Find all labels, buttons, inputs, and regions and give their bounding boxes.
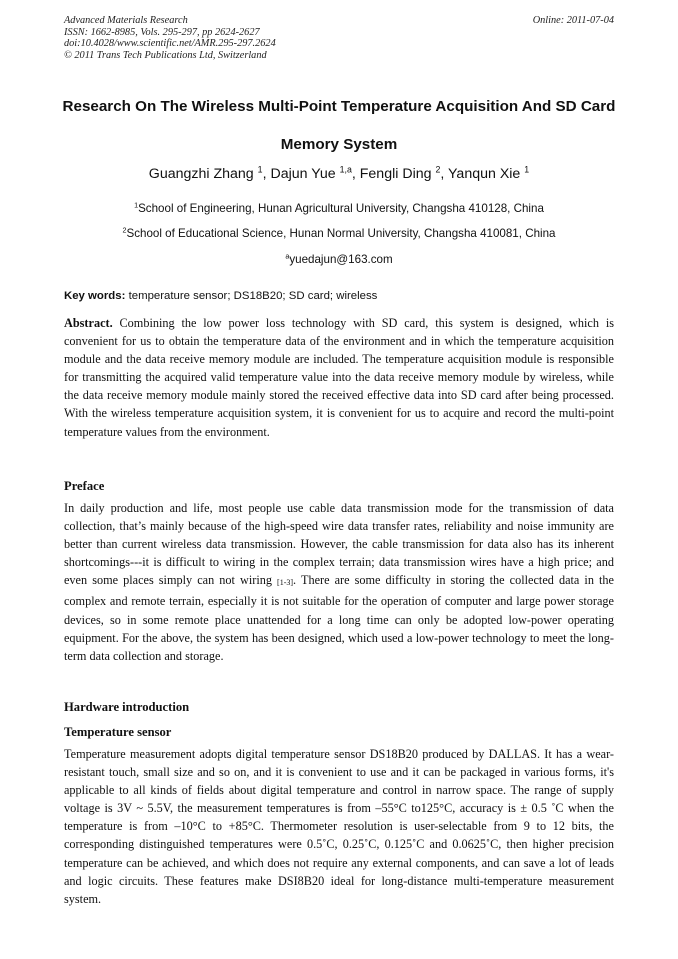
affiliation-1 [30,202,648,215]
keywords-label: Key words: [64,290,126,302]
author-affiliation-marker: 1 [524,164,530,175]
author-name: Dajun Yue [270,166,336,182]
email-marker: a [285,251,290,261]
author-list [40,166,638,182]
preface-heading: Preface [64,479,105,493]
author-name: Guangzhi Zhang [148,166,254,182]
author-affiliation-marker: 2 [435,164,441,175]
copyright-line: © 2011 Trans Tech Publications Ltd, Switzerland [64,49,267,61]
keywords [64,290,614,302]
affiliation-marker: 1 [134,200,139,210]
author-separator: , [351,166,360,182]
online-date: Online: 2011-07-04 [532,15,614,26]
abstract-text: Combining the low power loss technology with SD card, this system is designed, which is convenient for us to obtain the temperature data of the environment and in which the temperature acquisition module and the data receive memory module are included. The temperature acquisition module is responsible for transmitting the acquired valid temperature value into the data receive memory module by wireless, while the data receive memory module mainly stored the received effective data into SD card after being processed. With the wireless temperature acquisition system, it is convenient for us to acquire and record the multi-point temperature values from the environment. [64,316,614,439]
hardware-heading: Hardware introduction [64,700,190,714]
preface-text-continued: . There are some difficulty in storing the collected data in the complex and remote terrain, especially it is not suitable for the operation of computer and large power storage devices, so in some remote place unattended for a long time can only be adopted low-power operating equipment. For the above, the system has been designed, which used a low-power technology to meet the long-term data collection and storage. [64,573,614,663]
journal-header [64,15,614,61]
author-name: Yanqun Xie [448,166,521,182]
email-text: yuedajun@163.com [289,253,393,266]
sensor-heading: Temperature sensor [64,725,172,739]
abstract [64,314,614,441]
preface-paragraph [64,499,614,665]
affiliation-2 [30,227,648,240]
author-name: Fengli Ding [359,166,432,182]
author-affiliation-marker: 1,a [339,164,352,175]
paper-title: Research On The Wireless Multi-Point Temperature Acquisition And SD Card Memory System [62,98,616,153]
citation: [1-3] [277,578,294,588]
affiliation-text: School of Educational Science, Hunan Normal University, Changsha 410081, China [126,227,556,240]
sensor-paragraph: Temperature measurement adopts digital temperature sensor DS18B20 produced by DALLAS. It has a wear-resistant touch, small size and so on, and it is convenient to use and it can be packaged in various forms, it's applicable to all kinds of fields about digital temperature and control in narrow space. The range of supply voltage is 3V ~ 5.5V, the measurement temperatures is from –55°C to125°C, accuracy is ± 0.5 ˚C when the temperature is from –10°C to +85°C. Thermometer resolution is user-selectable from 9 to 12 bits, the corresponding distinguished temperatures were 0.5˚C, 0.25˚C, 0.125˚C and 0.0625˚C, then higher precision temperature can be achieved, and which does not require any external components, and can save a lot of leads and logic circuits. These features make DSI8B20 ideal for long-distance multi-temperature measurement system. [64,747,614,906]
keywords-text: temperature sensor; DS18B20; SD card; wireless [128,290,378,302]
issn-line: ISSN: 1662-8985, Vols. 295-297, pp 2624-2627 [64,26,260,38]
journal-name: Advanced Materials Research [64,15,188,26]
abstract-label: Abstract. [64,316,113,330]
doi-line: doi:10.4028/www.scientific.net/AMR.295-297.2624 [64,38,276,50]
affiliation-text: School of Engineering, Hunan Agricultural University, Changsha 410128, China [138,202,544,215]
author-affiliation-marker: 1 [257,164,263,175]
preface-text: In daily production and life, most people use cable data transmission mode for the transmission of data collection, that’s mainly because of the high-speed wire data transfer rates, reliability and noise immunity are better than current wireless data transmission. However, the cable transmission for data also has its inherent shortcomings---it is difficult to wiring in the complex terrain; data transmission wires have a high price; and even some places simply can not wiring [64,501,614,588]
affiliation-marker: 2 [122,225,127,235]
author-separator: , [262,166,271,182]
author-separator: , [440,166,449,182]
contact-email [30,253,648,266]
